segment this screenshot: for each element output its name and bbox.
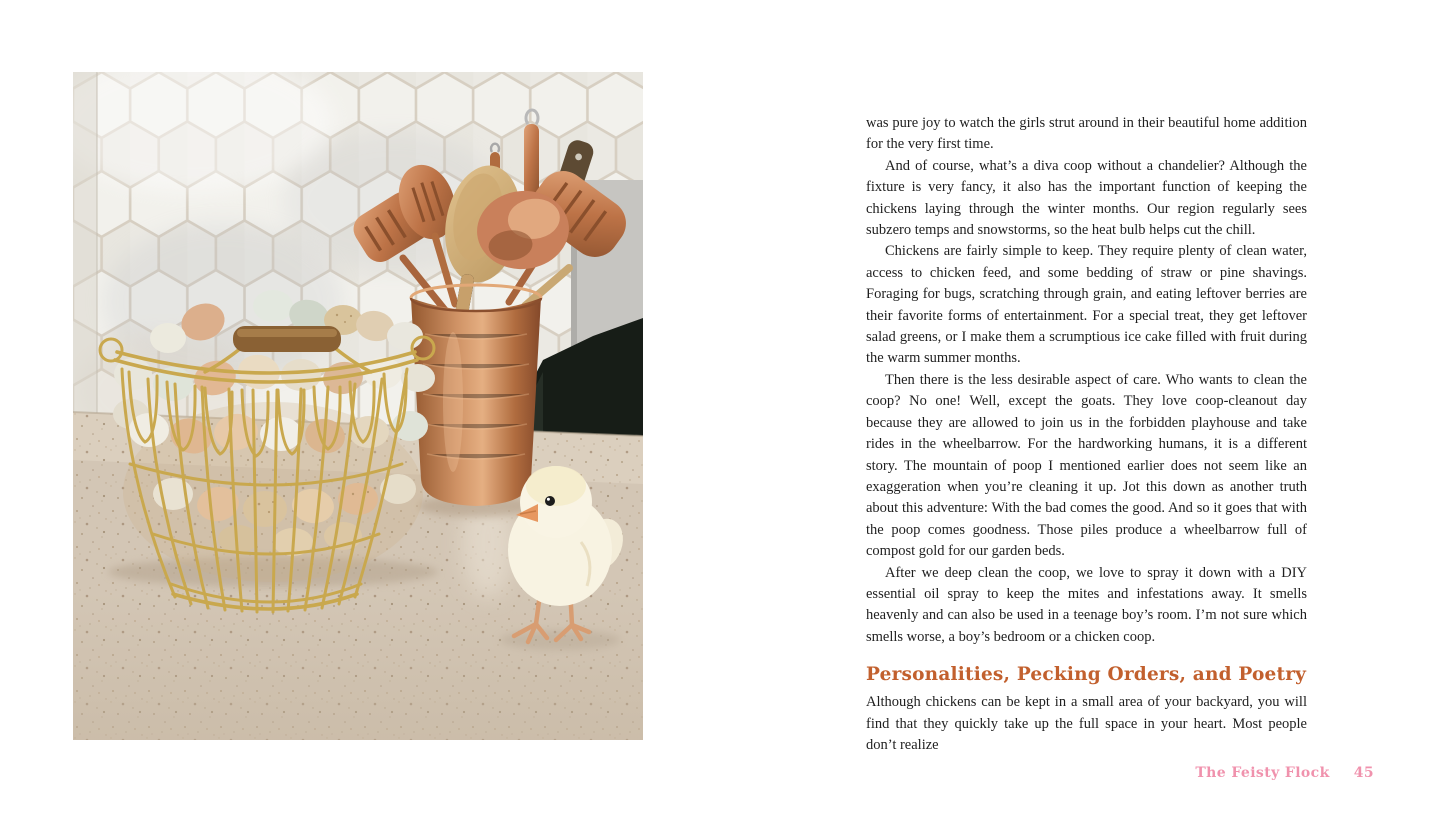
photo-eggs-basket-and-chick: [73, 72, 643, 740]
body-paragraph: was pure joy to watch the girls strut around in their beautiful home addition for the very first time.: [866, 115, 1307, 153]
copper-utensil-crock: [411, 285, 541, 517]
egg-basket: [100, 290, 438, 612]
basket-wood-handle: [233, 326, 341, 352]
wall-corner-shade: [73, 72, 97, 444]
chick-eye: [545, 496, 555, 506]
body-paragraph: Then there is the less desirable aspect of care. Who wants to clean the coop? No one! Well, except the goats. They love coop-cleanout day because they are allowed to join us in the forbidden playhouse and take rides in the wheelbarrow. For the hardworking humans, it is a different story. The mountain of poop I mentioned earlier does not seem like an exaggeration when you’re cleaning it up. Jot this down as another truth about this adventure: With the bad comes the good. And so it goes that with the poop comes goodness. Those piles produce a wheelbarrow full of compost gold for our garden beds.: [866, 371, 1307, 560]
text-column: [866, 113, 1307, 756]
running-footer: [1195, 765, 1374, 781]
body-paragraph: After we deep clean the coop, we love to spray it down with a DIY essential oil spray to keep the mites and infestations away. It smells heavenly and can also be used in a teenage boy’s room. I’m not sure which smells worse, a boy’s bedroom or a chicken coop.: [866, 564, 1307, 645]
chapter-title: The Feisty Flock: [1195, 765, 1330, 781]
body-paragraph: And of course, what’s a diva coop without a chandelier? Although the fixture is very fancy, it also has the important function of keeping the chickens laying through the winter months. Our region regularly sees subzero temps and snowstorms, so the heat bulb helps cut the chill.: [866, 157, 1307, 239]
photo-illustration: [73, 72, 643, 740]
body-paragraph: Although chickens can be kept in a small area of your backyard, you will find that they quickly take up the full space in your heart. Most people don’t realize: [866, 694, 1307, 753]
page-number: 45: [1353, 765, 1374, 781]
section-heading: Personalities, Pecking Orders, and Poetry: [866, 664, 1307, 686]
body-paragraph: Chickens are fairly simple to keep. They require plenty of clean water, access to chicken feed, and some bedding of straw or pine shavings. Foraging for bugs, scratching through grain, and eating leftover berries are their favorite forms of entertainment. For a special treat, they get leftover salad greens, or I make them a scrumptious ice cake filled with fruit during the warm summer months.: [866, 243, 1307, 367]
